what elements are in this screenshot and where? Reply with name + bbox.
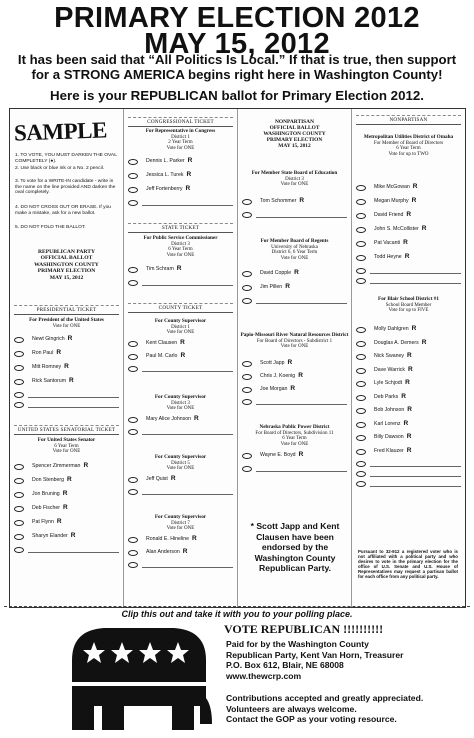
vote-oval[interactable] [14,379,24,385]
candidate-row [356,393,461,403]
race-heading: For Member Board of Regents University of Nebraska District 6, 6 Year Term Vote for ONE [260,238,329,261]
party-mark: R [180,339,185,346]
candidate-row [128,185,233,195]
party-mark: R [67,335,73,342]
candidate-row [356,197,461,207]
vote-oval[interactable] [356,241,366,247]
race-heading: For County Supervisor District 5 Vote for ONE [154,454,207,472]
vote-oval[interactable] [128,341,138,347]
contributions-note: Contributions accepted and greatly appreciated. Volunteers are always welcome. Contact the GOP as your voting resource. [226,693,424,724]
vote-oval[interactable] [128,477,138,483]
candidate-row [242,283,347,293]
candidate-row [128,157,233,167]
candidate-name: Chris J. Koenig R [260,372,303,379]
party-mark: R [285,283,290,290]
candidate-name: David Friend R [374,211,412,218]
candidate-name: Alan Anderson R [146,548,188,555]
candidate-name: Deb Fischer R [32,504,68,511]
instruction-5: 5. DO NOT FOLD THE BALLOT. [15,225,86,230]
party-mark: R [193,415,199,422]
party-mark: R [411,325,417,332]
vote-oval[interactable] [14,547,24,553]
race-heading: For County Supervisor District 3 Vote for ONE [154,394,207,412]
candidate-row [14,363,119,373]
party-mark: R [421,225,427,232]
candidate-name: Ronald E. Hineline R [146,535,197,542]
candidate-name: Fred Klauzer R [374,446,412,454]
vote-oval[interactable] [242,212,252,218]
vote-oval[interactable] [14,337,24,343]
race-heading: Nebraska Public Power District For Board of Directors, Subdivision 11 6 Year Term Vote for ONE [255,424,334,447]
candidate-row [356,352,461,362]
write-in-line[interactable] [242,398,347,406]
candidate-row [242,385,347,395]
election-date: MAY 15, 2012 [144,28,330,60]
party-mark: R [406,446,412,454]
party-mark: R [69,377,74,384]
vote-oval[interactable] [356,449,366,455]
vote-oval[interactable] [14,351,24,357]
vote-oval[interactable] [242,271,252,277]
candidate-row [14,335,119,345]
candidate-row [356,447,461,457]
sample-stamp: SAMPLE [13,117,108,146]
vote-oval[interactable] [356,481,366,487]
candidate-row [14,504,119,514]
party-mark: R [406,433,412,440]
candidate-row [356,253,461,263]
vote-oval[interactable] [242,285,252,291]
candidate-name: Dave Warrick R [374,365,413,373]
candidate-name: Rick Santorum R [32,377,74,384]
candidate-row [128,415,233,425]
candidate-row [128,171,233,181]
candidate-name: Jeff Quist R [146,475,176,482]
write-in-line[interactable] [242,465,347,473]
candidate-row [356,433,461,443]
candidate-row [14,462,119,472]
candidate-name: Joe Morgan R [260,385,296,392]
vote-oval[interactable] [356,341,366,347]
vote-oval[interactable] [242,387,252,393]
candidate-name: John S. McCollister R [374,225,427,232]
candidate-name: Douglas A. Demers R [374,338,427,346]
candidate-name: Nick Swaney R [374,352,412,359]
candidate-row [356,420,461,430]
vote-oval[interactable] [128,562,138,568]
write-in-line[interactable] [242,297,347,305]
candidate-name: Kent Clausen R [146,339,185,346]
vote-oval[interactable] [356,381,366,387]
vote-oval[interactable] [356,268,366,274]
vote-oval[interactable] [128,280,138,286]
nonpartisan-official-heading: NONPARTISAN OFFICIAL BALLOT WASHINGTON COUNTY PRIMARY ELECTION MAY 15, 2012 [263,119,326,149]
party-mark: R [412,183,418,190]
candidate-name: Jessica L. Turek R [146,171,192,178]
candidate-name: Mary Alice Johnson R [146,415,199,422]
vote-oval[interactable] [128,173,138,179]
party-mark: R [185,185,191,192]
vote-oval[interactable] [128,417,138,423]
write-in-line[interactable] [356,267,461,275]
vote-oval[interactable] [14,365,24,371]
party-mark: R [191,535,197,542]
party-mark: R [299,197,305,204]
vote-oval[interactable] [128,489,138,495]
pursuant-notice: Pursuant to 32-912 a registered voter who is not affiliated with a political party and who desires to vote in the primary election for the office of U.S. Senate and U.S. House of Representatives may request a partisan ballot for each office from any political party. [358,549,458,579]
party-mark: R [407,406,412,413]
party-mark: R [56,518,62,525]
party-mark: R [401,392,406,400]
race-heading: For Member State Board of Education District 3 Vote for ONE [251,170,338,188]
vote-oval[interactable] [128,550,138,556]
race-heading: Metropolitan Utilities District of Omaha For Member of Board of Directors 6 Year Term Vote for up to TWO [363,134,454,157]
candidate-name: Lyle Schjodt R [374,379,410,386]
candidate-name: Spencer Zimmerman R [32,462,89,469]
vote-oval[interactable] [128,366,138,372]
vote-oval[interactable] [128,354,138,360]
candidate-row [356,379,461,389]
candidate-name: Dennis L. Parker R [146,157,193,164]
candidate-name: Tim Schram R [146,265,182,272]
write-in-line[interactable] [356,480,461,488]
write-in-line[interactable] [356,470,461,478]
vote-oval[interactable] [242,399,252,405]
candidate-row [128,548,233,558]
candidate-row [356,239,461,249]
candidate-name: Newt Gingrich R [32,335,73,342]
vote-oval[interactable] [128,200,138,206]
nonpartisan-header: NONPARTISAN [356,115,461,125]
intro-line-2: for a STRONG AMERICA begins right here in Washington County! [31,67,443,82]
party-mark: R [298,372,303,379]
vote-oval[interactable] [242,199,252,205]
vote-oval[interactable] [242,298,252,304]
candidate-name: Tom Schommer R [260,197,305,204]
party-mark: R [170,475,176,482]
race-heading: For County Supervisor District 1 Vote for ONE [154,318,207,336]
vote-oval[interactable] [242,374,252,380]
vote-republican-slogan: VOTE REPUBLICAN !!!!!!!!!! [224,622,384,636]
party-mark: R [403,239,408,246]
vote-oval[interactable] [128,537,138,543]
candidate-row [14,490,119,500]
candidate-name: Ron Paul R [32,349,62,356]
vote-oval[interactable] [242,453,252,459]
write-in-line[interactable] [128,428,233,436]
party-mark: R [404,253,410,260]
presidential-ticket-header: PRESIDENTIAL TICKET [14,305,119,315]
party-mark: R [407,365,413,373]
paid-for-by: Paid for by the Washington County Republican Party, Kent Van Horn, Treasurer P.O. Box 612, Blair, NE 68008 www.thewcrp.com [226,639,404,681]
party-mark: R [62,504,68,511]
vote-oval[interactable] [14,506,24,512]
candidate-row [356,211,461,221]
ballot-column-3 [238,109,352,607]
party-mark: R [83,462,89,469]
candidate-row [242,451,347,461]
state-race: For Public Service Commissioner District 3 6 Year Term Vote for ONE [143,235,218,258]
gop-elephant-logo [64,620,214,732]
candidate-name: Karl Lorenz R [374,419,409,427]
write-in-line[interactable] [242,211,347,219]
county-ticket-header: COUNTY TICKET [128,303,233,313]
candidate-row [356,183,461,193]
candidate-row [356,366,461,376]
vote-oval[interactable] [14,478,24,484]
candidate-name: Pat Flynn R [32,518,62,525]
vote-oval[interactable] [356,255,366,261]
candidate-name: Deb Parks R [374,392,406,400]
candidate-name: Mitt Romney R [32,363,69,370]
vote-oval[interactable] [356,213,366,219]
senatorial-race: For United States Senator 6 Year Term Vote for ONE [37,437,96,455]
candidate-name: Jeff Fortenberry R [146,185,191,192]
write-in-line[interactable] [128,365,233,373]
party-mark: R [180,352,186,359]
ballot-column-4 [352,109,465,607]
candidate-name: Megan Murphy R [374,197,417,204]
candidate-name: Sharyn Elander R [32,532,76,539]
senatorial-ticket-header: UNITED STATES SENATORIAL TICKET [14,425,119,435]
write-in-line[interactable] [128,488,233,496]
candidate-row [356,225,461,235]
vote-oval[interactable] [14,392,24,398]
vote-oval[interactable] [242,361,252,367]
congressional-ticket-header: CONGRESSIONAL TICKET [128,117,233,127]
vote-oval[interactable] [356,185,366,191]
party-mark: R [406,352,412,359]
vote-oval[interactable] [356,408,366,414]
candidate-row [242,372,347,382]
party-mark: R [67,476,72,483]
vote-oval[interactable] [356,471,366,477]
congressional-race: For Representative in Congress District 1 2 Year Term Vote for ONE [145,128,216,151]
vote-oval[interactable] [14,492,24,498]
vote-oval[interactable] [356,461,366,467]
candidate-name: Scott Japp R [260,359,293,366]
candidate-row [356,406,461,416]
vote-oval[interactable] [14,520,24,526]
candidate-name: Jim Pillen R [260,283,290,290]
candidate-name: Pat Vacanti R [374,239,408,246]
party-mark: R [294,269,299,276]
ballot-column-2 [124,109,238,607]
presidential-race: For President of the United States Vote for ONE [29,317,104,329]
vote-oval[interactable] [356,422,366,428]
write-in-line[interactable] [14,391,119,399]
party-mark: R [287,359,293,366]
vote-oval[interactable] [14,402,24,408]
party-mark: R [411,197,417,204]
party-mark: R [62,490,68,497]
party-mark: R [403,419,409,427]
candidate-row [356,339,461,349]
party-mark: R [56,349,62,356]
candidate-name: Paul M. Carlo R [146,352,186,359]
candidate-name: Todd Heyne R [374,253,410,260]
sample-ballot [9,108,466,608]
instruction-3: 3. To vote for a WRITE-IN candidate - write in the name on the line provided AND darken the oval completely. [15,179,116,196]
candidate-row [128,339,233,349]
candidate-name: Bob Johnson R [374,406,412,413]
vote-oval[interactable] [356,227,366,233]
candidate-row [128,475,233,485]
candidate-name: Jon Bruning R [32,490,68,497]
write-in-line[interactable] [128,199,233,207]
write-in-line[interactable] [128,561,233,569]
candidate-row [356,325,461,335]
race-heading: Papio-Missouri River Natural Resources District For Board of Directors - Subdistrict 1 Vote for ONE [240,332,349,350]
party-mark: R [176,265,182,272]
state-ticket-header: STATE TICKET [128,223,233,233]
vote-oval[interactable] [356,199,366,205]
party-mark: R [298,451,304,458]
candidate-row [14,476,119,486]
instruction-2: 2. Use black or blue ink or a No. 2 pencil. [15,166,105,171]
candidate-row [14,518,119,528]
vote-oval[interactable] [14,464,24,470]
ballot-column-1 [10,109,124,607]
ballot-subheading: Here is your REPUBLICAN ballot for Primary Election 2012. [50,88,424,103]
candidate-row [128,352,233,362]
race-heading: For County Supervisor District 7 Vote for ONE [154,514,207,532]
race-heading: For Blair School District #1 School Board Member Vote for up to FIVE [378,296,439,314]
page-title: PRIMARY ELECTION 2012 [54,2,420,34]
candidate-row [14,377,119,387]
party-mark: R [187,157,193,164]
instruction-4: 4. DO NOT CROSS OUT OR ERASE. If you make a mistake, ask for a new ballot. [15,205,112,216]
vote-oval[interactable] [14,534,24,540]
clip-instruction: Clip this out and take it with you to your polling place. [121,609,353,619]
vote-oval[interactable] [356,368,366,374]
candidate-name: Mike McGowan R [374,183,418,190]
party-mark: R [182,548,188,555]
vote-oval[interactable] [356,395,366,401]
candidate-name: Wayne E. Boyd R [260,451,304,458]
party-mark: R [64,363,69,370]
candidate-row [14,349,119,359]
vote-oval[interactable] [242,466,252,472]
official-ballot-heading: REPUBLICAN PARTY OFFICIAL BALLOT WASHINGTON COUNTY PRIMARY ELECTION MAY 15, 2012 [34,249,99,281]
party-mark: R [186,171,192,178]
candidate-name: Don Stenberg R [32,476,72,483]
candidate-row [128,535,233,545]
vote-oval[interactable] [356,327,366,333]
vote-oval[interactable] [128,187,138,193]
write-in-line[interactable] [356,460,461,468]
candidate-row [242,269,347,279]
candidate-row [242,359,347,369]
vote-oval[interactable] [128,159,138,165]
party-mark: R [70,532,76,539]
candidate-name: Billy Dawson R [374,433,412,440]
vote-oval[interactable] [128,267,138,273]
vote-oval[interactable] [356,435,366,441]
party-mark: R [290,385,296,392]
endorsement-note: * Scott Japp and Kent Clausen have been endorsed by the Washington County Republican Party. [250,521,340,573]
candidate-name: Molly Dahlgren R [374,325,417,332]
write-in-line[interactable] [14,401,119,409]
write-in-line[interactable] [356,277,461,285]
instruction-1: 1. TO VOTE, YOU MUST DARKEN THE OVAL COMPLETELY (●). [15,153,117,164]
party-mark: R [406,211,412,218]
cut-line [4,606,470,607]
vote-oval[interactable] [356,354,366,360]
intro-line-1: It has been said that “All Politics Is Local.” If that is true, then support [17,52,457,67]
vote-oval[interactable] [356,278,366,284]
party-mark: R [405,379,410,386]
candidate-row [242,197,347,207]
candidate-row [14,532,119,542]
write-in-line[interactable] [14,546,119,554]
party-mark: R [421,338,427,346]
vote-oval[interactable] [128,429,138,435]
candidate-name: David Copple R [260,269,299,276]
candidate-row [128,265,233,275]
write-in-line[interactable] [128,279,233,287]
